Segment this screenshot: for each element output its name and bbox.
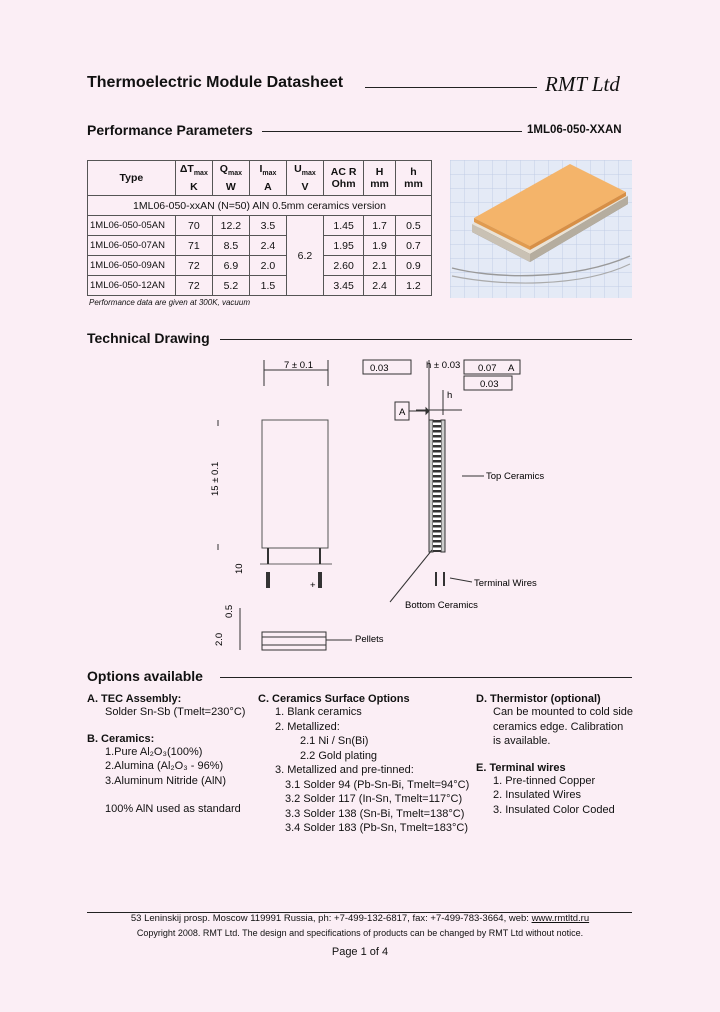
option-c-item: 3.4 Solder 183 (Pb-Sn, Tmelt=183°C) xyxy=(285,822,469,834)
option-c-item: 3.2 Solder 117 (In-Sn, Tmelt=117°C) xyxy=(285,793,463,805)
table-row: 1ML06-050-12AN 72 5.2 1.5 3.45 2.4 1.2 xyxy=(88,276,432,296)
h-label: h xyxy=(447,390,453,401)
option-c-item: 1. Blank ceramics xyxy=(275,706,362,718)
options-column-c xyxy=(258,693,473,836)
drawing-rule xyxy=(220,339,632,340)
dim-length: 15 ± 0.1 xyxy=(210,461,221,496)
col-umax: $U_{max}$ V xyxy=(286,161,323,196)
h-tolerance: h ± 0.03 xyxy=(426,360,461,371)
website-link[interactable]: www.rmtltd.ru xyxy=(531,913,590,924)
table-row: 1ML06-050-07AN 71 8.5 2.4 1.95 1.9 0.7 xyxy=(88,236,432,256)
umax-shared: 6.2 xyxy=(286,216,323,296)
col-imax: $I_{max}$ A xyxy=(249,161,286,196)
page-number: Page 1 of 4 xyxy=(331,946,389,958)
company-brand: RMT Ltd xyxy=(545,72,620,96)
version-row: 1ML06-050-xxAN (N=50) AlN 0.5mm ceramics version xyxy=(88,196,432,216)
table-header-row xyxy=(88,161,432,196)
pellets-label: Pellets xyxy=(355,634,384,645)
option-b-note: 100% AlN used as standard xyxy=(105,803,241,815)
option-c-item: 3.1 Solder 94 (Pb-Sn-Bi, Tmelt=94°C) xyxy=(285,778,470,791)
option-b-item: 2.Alumina (Al₂O₃ - 96%) xyxy=(105,760,224,772)
flatness-tolerance-2: 0.03 xyxy=(480,379,499,390)
footer-address: 53 Leninskij prosp. Moscow 119991 Russia, ph: +7-499-132-6817, fax: +7-499-783-3664, web: www.rmtltd.ru xyxy=(130,913,590,924)
option-e-item: 1. Pre-tinned Copper xyxy=(493,774,596,787)
parallel-tolerance: 0.07 xyxy=(478,363,497,374)
col-type: Type xyxy=(88,161,176,196)
option-b-item: 3.Aluminum Nitride (AlN) xyxy=(105,774,227,787)
performance-note: Performance data are given at 300K, vacuum xyxy=(89,298,250,307)
flatness-tolerance: 0.03 xyxy=(370,363,389,374)
option-c-item: 2. Metallized: xyxy=(275,720,340,733)
performance-table xyxy=(87,160,432,296)
option-c-item: 2.1 Ni / Sn(Bi) xyxy=(300,735,369,747)
performance-rule xyxy=(262,131,522,132)
options-rule xyxy=(220,677,632,678)
option-d-item: is available. xyxy=(493,735,551,747)
product-photo xyxy=(450,160,632,298)
option-d-title: D. Thermistor (optional) xyxy=(476,693,601,705)
plus-terminal: + xyxy=(310,580,316,591)
options-column-ab xyxy=(87,693,252,817)
footer-copyright: Copyright 2008. RMT Ltd. The design and specifications of products can be changed by RMT Ltd without notice. xyxy=(136,928,584,938)
option-e-item: 2. Insulated Wires xyxy=(493,789,582,801)
option-c-item: 2.2 Gold plating xyxy=(300,749,378,762)
col-dtmax: $\Delta T_{max}$ K xyxy=(175,161,212,196)
option-a-item: Solder Sn-Sb (Tmelt=230°C) xyxy=(105,706,246,718)
datum-a: A xyxy=(399,407,406,418)
table-row: 1ML06-050-05AN 70 12.2 3.5 6.2 1.45 1.7 0.5 xyxy=(88,216,432,236)
model-number: 1ML06-050-XXAN xyxy=(527,124,622,136)
option-c-item: 3. Metallized and pre-tinned: xyxy=(275,764,414,776)
options-section-title: Options available xyxy=(87,668,203,684)
document-title: Thermoelectric Module Datasheet xyxy=(87,74,344,91)
col-acr: AC R Ohm xyxy=(323,161,363,196)
parallel-datum: A xyxy=(508,363,515,374)
terminal-wires-label: Terminal Wires xyxy=(474,578,537,589)
bottom-ceramics-label: Bottom Ceramics xyxy=(405,600,478,611)
option-e-item: 3. Insulated Color Coded xyxy=(493,803,615,816)
dim-20: 2.0 xyxy=(214,632,225,646)
col-qmax: $Q_{max}$ W xyxy=(212,161,249,196)
col-h: h mm xyxy=(395,161,431,196)
option-b-item: 1.Pure Al₂O₃(100%) xyxy=(105,745,203,758)
top-ceramics-label: Top Ceramics xyxy=(486,471,545,482)
options-column-de xyxy=(476,693,636,817)
option-c-item: 3.3 Solder 138 (Sn-Bi, Tmelt=138°C) xyxy=(285,807,465,820)
performance-section-title: Performance Parameters xyxy=(87,122,253,138)
option-b-title: B. Ceramics: xyxy=(87,732,155,745)
header-rule xyxy=(365,87,537,88)
dim-wire: 10 xyxy=(234,563,245,574)
table-row: 1ML06-050-09AN 72 6.9 2.0 2.60 2.1 0.9 xyxy=(88,256,432,276)
option-d-item: ceramics edge. Calibration xyxy=(493,720,624,733)
dim-width: 7 ± 0.1 xyxy=(284,360,313,371)
option-a-title: A. TEC Assembly: xyxy=(87,693,182,705)
option-c-title: C. Ceramics Surface Options xyxy=(258,693,410,705)
col-H: H mm xyxy=(364,161,396,196)
drawing-section-title: Technical Drawing xyxy=(87,330,210,346)
option-e-title: E. Terminal wires xyxy=(476,761,566,774)
dim-05: 0.5 xyxy=(224,604,235,618)
option-d-item: Can be mounted to cold side xyxy=(493,706,634,718)
technical-drawing xyxy=(200,350,570,660)
